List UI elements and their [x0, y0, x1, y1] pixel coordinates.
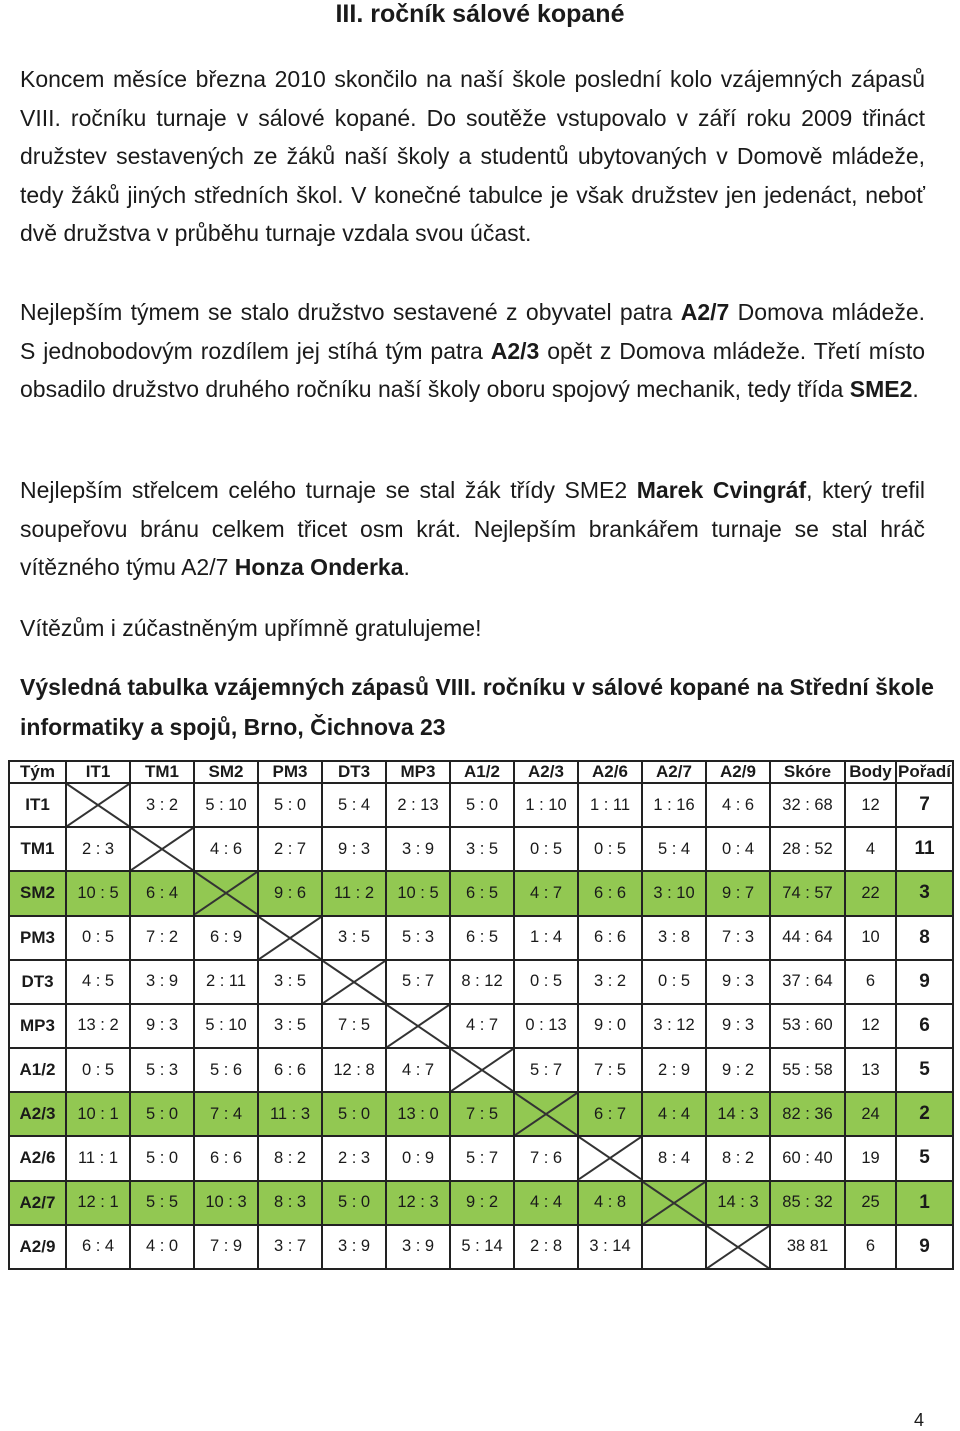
match-result-cell: 4 : 7: [386, 1048, 450, 1092]
match-result-cell: 3 : 5: [258, 960, 322, 1004]
match-result-cell: 9 : 3: [130, 1004, 194, 1048]
match-result-cell: 0 : 4: [706, 827, 770, 871]
table-row: [9, 1004, 953, 1048]
match-result-cell: 4 : 8: [578, 1181, 642, 1225]
match-result-cell: 6 : 4: [66, 1225, 130, 1269]
page-title: III. ročník sálové kopané: [335, 0, 625, 28]
match-result-cell: 11 : 1: [66, 1136, 130, 1180]
match-result-cell: 6 : 6: [194, 1136, 258, 1180]
match-result-cell: 6 : 5: [450, 871, 514, 915]
match-result-cell: 2 : 11: [194, 960, 258, 1004]
table-row: [9, 827, 953, 871]
match-result-cell: 13 : 2: [66, 1004, 130, 1048]
rank-cell: 6: [896, 1004, 953, 1048]
match-result-cell: 5 : 14: [450, 1225, 514, 1269]
points-cell: 25: [845, 1181, 896, 1225]
column-header: TM1: [130, 761, 194, 783]
match-result-cell: 5 : 0: [322, 1092, 386, 1136]
match-result-cell: 9 : 3: [706, 960, 770, 1004]
match-result-cell: 7 : 9: [194, 1225, 258, 1269]
points-cell: 10: [845, 916, 896, 960]
team-name-cell: A1/2: [9, 1048, 66, 1092]
match-result-cell: 5 : 6: [194, 1048, 258, 1092]
rank-cell: 9: [896, 1225, 953, 1269]
match-result-cell: 9 : 7: [706, 871, 770, 915]
column-header: A2/3: [514, 761, 578, 783]
cross-mark: [451, 1049, 513, 1091]
column-header: A1/2: [450, 761, 514, 783]
match-result-cell: 7 : 2: [130, 916, 194, 960]
table-header-row: [9, 761, 953, 783]
match-result-cell: 4 : 4: [642, 1092, 706, 1136]
match-result-cell: 6 : 4: [130, 871, 194, 915]
match-result-cell: 1 : 11: [578, 783, 642, 827]
match-result-cell: 3 : 5: [258, 1004, 322, 1048]
match-result-cell: 5 : 0: [450, 783, 514, 827]
match-result-cell: 7 : 3: [706, 916, 770, 960]
match-result-cell: 3 : 2: [130, 783, 194, 827]
cross-mark: [515, 1093, 577, 1135]
cross-mark: [131, 828, 193, 870]
match-result-cell: 12 : 3: [386, 1181, 450, 1225]
match-result-cell: 5 : 4: [642, 827, 706, 871]
match-result-cell: 6 : 9: [194, 916, 258, 960]
cross-mark: [259, 917, 321, 959]
match-result-cell: 5 : 7: [450, 1136, 514, 1180]
match-result-cell: 4 : 5: [66, 960, 130, 1004]
match-result-cell: 8 : 2: [258, 1136, 322, 1180]
score-cell: 60 : 40: [770, 1136, 845, 1180]
rank-cell: 5: [896, 1048, 953, 1092]
match-result-cell: 11 : 2: [322, 871, 386, 915]
score-cell: 44 : 64: [770, 916, 845, 960]
table-row: [9, 916, 953, 960]
match-result-cell: 14 : 3: [706, 1181, 770, 1225]
match-result-cell: 6 : 7: [578, 1092, 642, 1136]
rank-cell: 11: [896, 827, 953, 871]
match-result-cell: 0 : 5: [642, 960, 706, 1004]
score-cell: 37 : 64: [770, 960, 845, 1004]
score-cell: 85 : 32: [770, 1181, 845, 1225]
self-match-crossed-cell: [130, 827, 194, 871]
match-result-cell: 3 : 2: [578, 960, 642, 1004]
match-result-cell: 3 : 5: [322, 916, 386, 960]
match-result-cell: 10 : 3: [194, 1181, 258, 1225]
match-result-cell: 9 : 3: [706, 1004, 770, 1048]
match-result-cell: [642, 1225, 706, 1269]
match-result-cell: 5 : 0: [258, 783, 322, 827]
score-cell: 55 : 58: [770, 1048, 845, 1092]
self-match-crossed-cell: [66, 783, 130, 827]
rank-cell: 8: [896, 916, 953, 960]
best-teams-paragraph: Nejlepším týmem se stalo družstvo sestavené z obyvatel patra A2/7 Domova mládeže. S jednobodovým rozdílem jej stíhá tým patra A2/3 opět z Domova mládeže. Třetí místo obsadilo družstvo druhého ročníku naší školy oboru spojový mechanik, tedy třída SME2.: [20, 299, 926, 402]
column-header: Pořadí: [896, 761, 953, 783]
team-name-cell: A2/3: [9, 1092, 66, 1136]
column-header: SM2: [194, 761, 258, 783]
congratulations-paragraph: Vítězům i zúčastněným upřímně gratulujeme!: [20, 615, 482, 641]
match-result-cell: 4 : 6: [706, 783, 770, 827]
column-header: Body: [845, 761, 896, 783]
match-result-cell: 3 : 9: [322, 1225, 386, 1269]
team-name-cell: TM1: [9, 827, 66, 871]
table-row: [9, 871, 953, 915]
match-result-cell: 2 : 13: [386, 783, 450, 827]
match-result-cell: 12 : 1: [66, 1181, 130, 1225]
match-result-cell: 0 : 5: [66, 916, 130, 960]
match-result-cell: 14 : 3: [706, 1092, 770, 1136]
column-header: A2/6: [578, 761, 642, 783]
match-result-cell: 3 : 12: [642, 1004, 706, 1048]
score-cell: 28 : 52: [770, 827, 845, 871]
match-result-cell: 4 : 0: [130, 1225, 194, 1269]
column-header: Skóre: [770, 761, 845, 783]
rank-cell: 2: [896, 1092, 953, 1136]
match-result-cell: 5 : 7: [514, 1048, 578, 1092]
match-result-cell: 0 : 5: [66, 1048, 130, 1092]
rank-cell: 7: [896, 783, 953, 827]
match-result-cell: 0 : 5: [514, 827, 578, 871]
team-name-cell: IT1: [9, 783, 66, 827]
points-cell: 19: [845, 1136, 896, 1180]
best-players-paragraph: Nejlepším střelcem celého turnaje se stal žák třídy SME2 Marek Cvingráf, který trefil soupeřovu bránu celkem třicet osm krát. Nejlepším brankářem turnaje se stal hráč vítězného týmu A2/7 Honza Onderka.: [20, 477, 925, 580]
score-cell: 38 81: [770, 1225, 845, 1269]
match-result-cell: 0 : 13: [514, 1004, 578, 1048]
match-result-cell: 5 : 10: [194, 1004, 258, 1048]
team-name-cell: DT3: [9, 960, 66, 1004]
column-header: A2/7: [642, 761, 706, 783]
match-result-cell: 0 : 9: [386, 1136, 450, 1180]
self-match-crossed-cell: [706, 1225, 770, 1269]
match-result-cell: 2 : 3: [66, 827, 130, 871]
match-result-cell: 3 : 9: [386, 827, 450, 871]
table-row: [9, 783, 953, 827]
cross-mark: [195, 872, 257, 914]
column-header: DT3: [322, 761, 386, 783]
match-result-cell: 9 : 2: [706, 1048, 770, 1092]
match-result-cell: 9 : 0: [578, 1004, 642, 1048]
self-match-crossed-cell: [514, 1092, 578, 1136]
results-table: [8, 760, 954, 1270]
match-result-cell: 5 : 10: [194, 783, 258, 827]
match-result-cell: 5 : 5: [130, 1181, 194, 1225]
match-result-cell: 7 : 4: [194, 1092, 258, 1136]
match-result-cell: 8 : 2: [706, 1136, 770, 1180]
score-cell: 53 : 60: [770, 1004, 845, 1048]
score-cell: 32 : 68: [770, 783, 845, 827]
match-result-cell: 3 : 8: [642, 916, 706, 960]
team-name-cell: PM3: [9, 916, 66, 960]
points-cell: 6: [845, 1225, 896, 1269]
points-cell: 4: [845, 827, 896, 871]
intro-paragraph: Koncem měsíce března 2010 skončilo na naší škole poslední kolo vzájemných zápasů VIII. ročníku turnaje v sálové kopané. Do soutěže vstupovalo v září roku 2009 třináct družstev sestavených ze žáků naší školy a studentů ubytovaných v Domově mládeže, tedy žáků jiných středních škol. V konečné tabulce je však družstev jen jedenáct, neboť dvě družstva v průběhu turnaje vzdala svou účast.: [20, 66, 925, 246]
self-match-crossed-cell: [194, 871, 258, 915]
match-result-cell: 3 : 5: [450, 827, 514, 871]
points-cell: 13: [845, 1048, 896, 1092]
match-result-cell: 7 : 5: [450, 1092, 514, 1136]
match-result-cell: 5 : 0: [130, 1092, 194, 1136]
match-result-cell: 1 : 16: [642, 783, 706, 827]
match-result-cell: 6 : 6: [258, 1048, 322, 1092]
match-result-cell: 12 : 8: [322, 1048, 386, 1092]
match-result-cell: 9 : 3: [322, 827, 386, 871]
cross-mark: [323, 961, 385, 1003]
self-match-crossed-cell: [322, 960, 386, 1004]
match-result-cell: 3 : 7: [258, 1225, 322, 1269]
match-result-cell: 4 : 4: [514, 1181, 578, 1225]
match-result-cell: 0 : 5: [578, 827, 642, 871]
table-row: [9, 1181, 953, 1225]
match-result-cell: 4 : 7: [514, 871, 578, 915]
points-cell: 24: [845, 1092, 896, 1136]
score-cell: 82 : 36: [770, 1092, 845, 1136]
column-header: Tým: [9, 761, 66, 783]
match-result-cell: 2 : 8: [514, 1225, 578, 1269]
self-match-crossed-cell: [450, 1048, 514, 1092]
match-result-cell: 10 : 5: [386, 871, 450, 915]
match-result-cell: 3 : 10: [642, 871, 706, 915]
self-match-crossed-cell: [386, 1004, 450, 1048]
rank-cell: 1: [896, 1181, 953, 1225]
table-row: [9, 960, 953, 1004]
column-header: PM3: [258, 761, 322, 783]
cross-mark: [643, 1182, 705, 1224]
page-number: 4: [913, 1410, 924, 1430]
match-result-cell: 5 : 7: [386, 960, 450, 1004]
rank-cell: 9: [896, 960, 953, 1004]
match-result-cell: 3 : 9: [130, 960, 194, 1004]
match-result-cell: 4 : 6: [194, 827, 258, 871]
match-result-cell: 10 : 1: [66, 1092, 130, 1136]
cross-mark: [707, 1226, 769, 1268]
match-result-cell: 3 : 9: [386, 1225, 450, 1269]
points-cell: 6: [845, 960, 896, 1004]
match-result-cell: 7 : 6: [514, 1136, 578, 1180]
match-result-cell: 9 : 2: [450, 1181, 514, 1225]
match-result-cell: 0 : 5: [514, 960, 578, 1004]
match-result-cell: 3 : 14: [578, 1225, 642, 1269]
match-result-cell: 2 : 7: [258, 827, 322, 871]
points-cell: 12: [845, 783, 896, 827]
match-result-cell: 11 : 3: [258, 1092, 322, 1136]
team-name-cell: A2/9: [9, 1225, 66, 1269]
match-result-cell: 5 : 0: [130, 1136, 194, 1180]
match-result-cell: 2 : 9: [642, 1048, 706, 1092]
table-row: [9, 1092, 953, 1136]
match-result-cell: 1 : 4: [514, 916, 578, 960]
points-cell: 22: [845, 871, 896, 915]
match-result-cell: 8 : 3: [258, 1181, 322, 1225]
match-result-cell: 6 : 6: [578, 916, 642, 960]
self-match-crossed-cell: [258, 916, 322, 960]
match-result-cell: 5 : 3: [130, 1048, 194, 1092]
match-result-cell: 8 : 12: [450, 960, 514, 1004]
self-match-crossed-cell: [642, 1181, 706, 1225]
table-row: [9, 1136, 953, 1180]
match-result-cell: 13 : 0: [386, 1092, 450, 1136]
team-name-cell: SM2: [9, 871, 66, 915]
match-result-cell: 4 : 7: [450, 1004, 514, 1048]
team-name-cell: MP3: [9, 1004, 66, 1048]
team-name-cell: A2/6: [9, 1136, 66, 1180]
self-match-crossed-cell: [578, 1136, 642, 1180]
cross-mark: [67, 784, 129, 826]
match-result-cell: 5 : 0: [322, 1181, 386, 1225]
table-heading: Výsledná tabulka vzájemných zápasů VIII. ročníku v sálové kopané na Střední škole informatiky a spojů, Brno, Čichnova 23: [20, 674, 934, 740]
rank-cell: 3: [896, 871, 953, 915]
match-result-cell: 7 : 5: [578, 1048, 642, 1092]
score-cell: 74 : 57: [770, 871, 845, 915]
match-result-cell: 6 : 5: [450, 916, 514, 960]
match-result-cell: 7 : 5: [322, 1004, 386, 1048]
column-header: A2/9: [706, 761, 770, 783]
team-name-cell: A2/7: [9, 1181, 66, 1225]
column-header: MP3: [386, 761, 450, 783]
column-header: IT1: [66, 761, 130, 783]
match-result-cell: 8 : 4: [642, 1136, 706, 1180]
match-result-cell: 1 : 10: [514, 783, 578, 827]
rank-cell: 5: [896, 1136, 953, 1180]
match-result-cell: 2 : 3: [322, 1136, 386, 1180]
table-row: [9, 1225, 953, 1269]
match-result-cell: 9 : 6: [258, 871, 322, 915]
match-result-cell: 5 : 3: [386, 916, 450, 960]
cross-mark: [579, 1137, 641, 1179]
points-cell: 12: [845, 1004, 896, 1048]
match-result-cell: 6 : 6: [578, 871, 642, 915]
table-row: [9, 1048, 953, 1092]
results-table-container: [8, 760, 952, 1270]
cross-mark: [387, 1005, 449, 1047]
match-result-cell: 10 : 5: [66, 871, 130, 915]
match-result-cell: 5 : 4: [322, 783, 386, 827]
